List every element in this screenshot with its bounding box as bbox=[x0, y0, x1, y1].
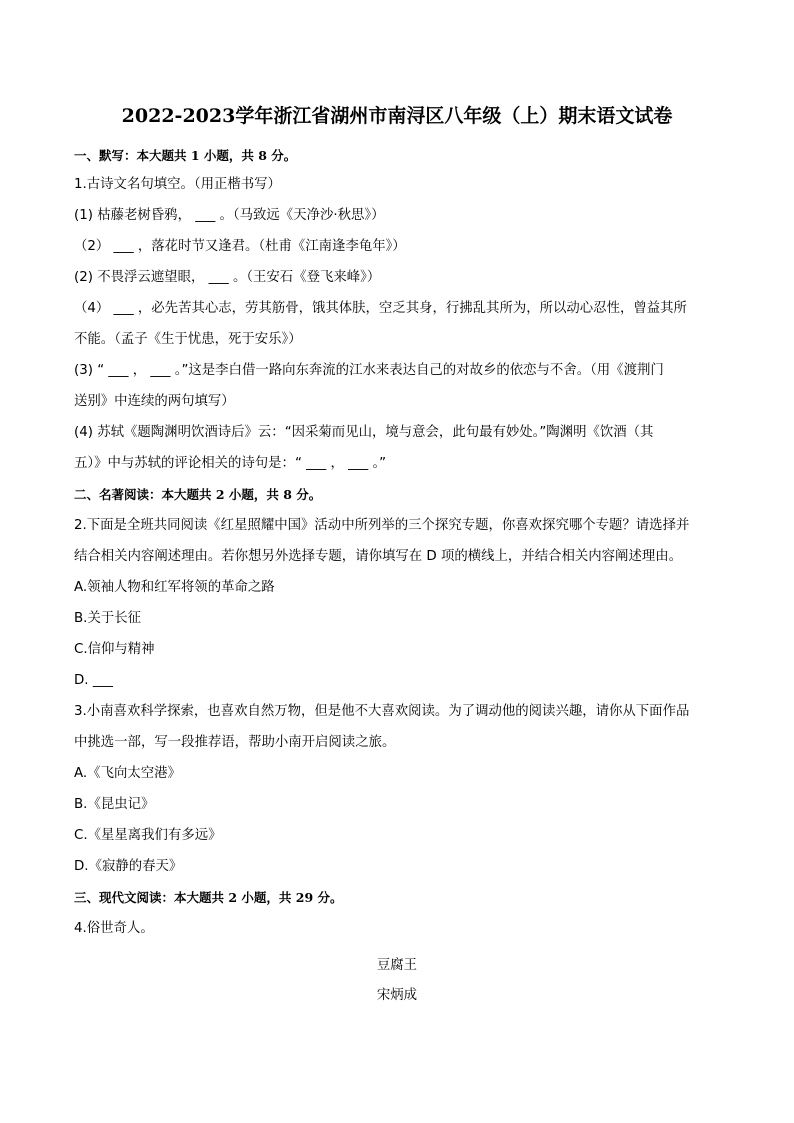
question-1-item-5: (3) “ ___ ， ___ 。”这是李白借一路向东奔流的江水来表达自己的对故乡的依恋与不舍。（用《渡荆门 bbox=[74, 363, 664, 378]
question-1-item-3: (2) 不畏浮云遮望眼， ___ 。（王安石《登飞来峰》） bbox=[74, 270, 381, 285]
question-2-option-d: D. ___ bbox=[74, 673, 113, 688]
question-2-option-a: A.领袖人物和红军将领的革命之路 bbox=[74, 580, 275, 595]
question-3-option-d: D.《寂静的春天》 bbox=[74, 859, 183, 874]
question-3-stem: 3.小南喜欢科学探索，也喜欢自然万物，但是他不大喜欢阅读。为了调动他的阅读兴趣，请你从下面作品 bbox=[74, 704, 690, 719]
question-1-item-6: (4) 苏轼《题陶渊明饮酒诗后》云：“因采菊而见山，境与意会，此句最有妙处。”陶渊明《饮酒（其 bbox=[74, 425, 654, 440]
question-1-item-6-cont: 五）》中与苏轼的评论相关的诗句是：“ ___ ， ___ 。” bbox=[74, 456, 387, 471]
question-2-option-b: B.关于长征 bbox=[74, 611, 142, 626]
question-1-item-4: （4） ___ ，必先苦其心志，劳其筋骨，饿其体肤，空乏其身，行拂乱其所为，所以动心忍性，曾益其所 bbox=[74, 301, 687, 316]
question-1-item-1: (1) 枯藤老树昏鸦， ___ 。（马致远《天净沙·秋思》） bbox=[74, 208, 385, 223]
exam-title: 2022-2023学年浙江省湖州市南浔区八年级（上）期末语文试卷 bbox=[121, 105, 673, 127]
question-3-option-c: C.《星星离我们有多远》 bbox=[74, 828, 222, 843]
article-title: 豆腐王 bbox=[376, 958, 418, 973]
question-3-stem-cont: 中挑选一部，写一段推荐语，帮助小南开启阅读之旅。 bbox=[74, 735, 396, 750]
section-2-heading: 二、名著阅读：本大题共 2 小题，共 8 分。 bbox=[74, 487, 322, 502]
question-2-stem: 2.下面是全班共同阅读《红星照耀中国》活动中所列举的三个探究专题，你喜欢探究哪个专题？请选择并 bbox=[74, 518, 690, 533]
question-2-stem-cont: 结合相关内容阐述理由。若你想另外选择专题，请你填写在 D 项的横线上，并结合相关内容阐述理由。 bbox=[74, 549, 683, 564]
article-author: 宋炳成 bbox=[376, 988, 418, 1003]
question-1-item-2: （2） ___ ，落花时节又逢君。（杜甫《江南逢李龟年》） bbox=[74, 239, 406, 254]
question-1-item-5-cont: 送别》中连续的两句填写） bbox=[74, 394, 235, 409]
section-1-heading: 一、默写：本大题共 1 小题，共 8 分。 bbox=[74, 148, 297, 163]
question-2-option-c: C.信仰与精神 bbox=[74, 642, 155, 657]
question-3-option-b: B.《昆虫记》 bbox=[74, 797, 155, 812]
question-1-item-4-cont: 不能。（孟子《生于忧患，死于安乐》） bbox=[74, 332, 302, 347]
question-4-stem: 4.俗世奇人。 bbox=[74, 921, 154, 936]
question-1-stem: 1.古诗文名句填空。（用正楷书写） bbox=[74, 177, 281, 192]
section-3-heading: 三、现代文阅读：本大题共 2 小题，共 29 分。 bbox=[74, 890, 343, 905]
question-3-option-a: A.《飞向太空港》 bbox=[74, 766, 181, 781]
